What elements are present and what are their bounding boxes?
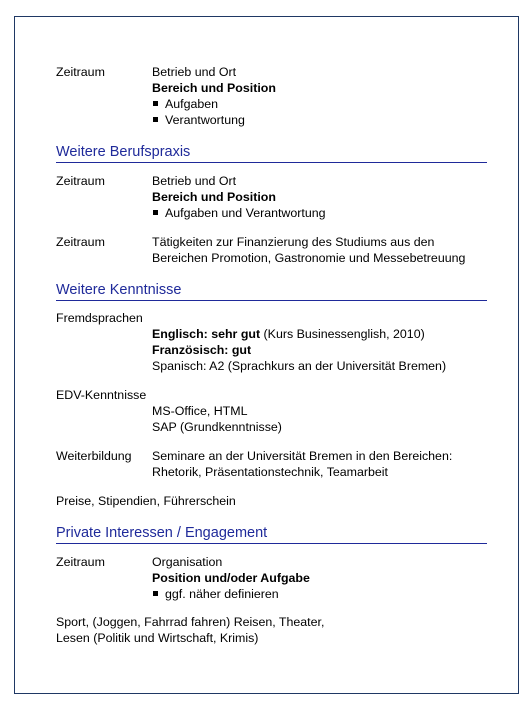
it-skill-line: SAP (Grundkenntnisse) <box>152 420 282 434</box>
hobbies-line: Sport, (Joggen, Fahrrad fahren) Reisen, Theater, <box>56 615 325 629</box>
company-label: Betrieb und Ort <box>152 174 237 188</box>
english-course: (Kurs Businessenglish, 2010) <box>263 327 425 341</box>
bullet-text: Verantwortung <box>165 113 245 127</box>
period-label: Zeitraum <box>56 235 105 249</box>
period-label: Zeitraum <box>56 65 105 79</box>
bullet-icon <box>153 210 158 215</box>
french-line: Französisch: gut <box>152 343 252 357</box>
section-heading: Private Interessen / Engagement <box>56 524 487 544</box>
it-skill-line: MS-Office, HTML <box>152 404 248 418</box>
training-line: Seminare an der Universität Bremen in den Bereichen: <box>152 449 453 463</box>
english-level: Englisch: sehr gut <box>152 327 261 341</box>
awards-line: Preise, Stipendien, Führerschein <box>56 494 236 508</box>
spanish-line: Spanisch: A2 (Sprachkurs an der Universität Bremen) <box>152 359 447 373</box>
position-label: Position und/oder Aufgabe <box>152 571 310 585</box>
organisation-label: Organisation <box>152 555 223 569</box>
languages-label: Fremdsprachen <box>56 311 143 325</box>
description-line: Bereichen Promotion, Gastronomie und Messebetreuung <box>152 251 466 265</box>
bullet-text: ggf. näher definieren <box>165 587 279 601</box>
bullet-icon <box>153 591 158 596</box>
section-heading: Weitere Kenntnisse <box>56 281 487 301</box>
position-label: Bereich und Position <box>152 190 276 204</box>
bullet-text: Aufgaben <box>165 97 219 111</box>
bullet-icon <box>153 117 158 122</box>
training-line: Rhetorik, Präsentationstechnik, Teamarbeit <box>152 465 389 479</box>
english-line <box>152 326 425 342</box>
company-label: Betrieb und Ort <box>152 65 237 79</box>
period-label: Zeitraum <box>56 555 105 569</box>
training-label: Weiterbildung <box>56 449 132 463</box>
bullet-text: Aufgaben und Verantwortung <box>165 206 326 220</box>
position-label: Bereich und Position <box>152 81 276 95</box>
description-line: Tätigkeiten zur Finanzierung des Studiums aus den <box>152 235 435 249</box>
hobbies-line: Lesen (Politik und Wirtschaft, Krimis) <box>56 631 259 645</box>
section-heading: Weitere Berufspraxis <box>56 143 487 163</box>
it-skills-label: EDV-Kenntnisse <box>56 388 147 402</box>
bullet-icon <box>153 101 158 106</box>
period-label: Zeitraum <box>56 174 105 188</box>
